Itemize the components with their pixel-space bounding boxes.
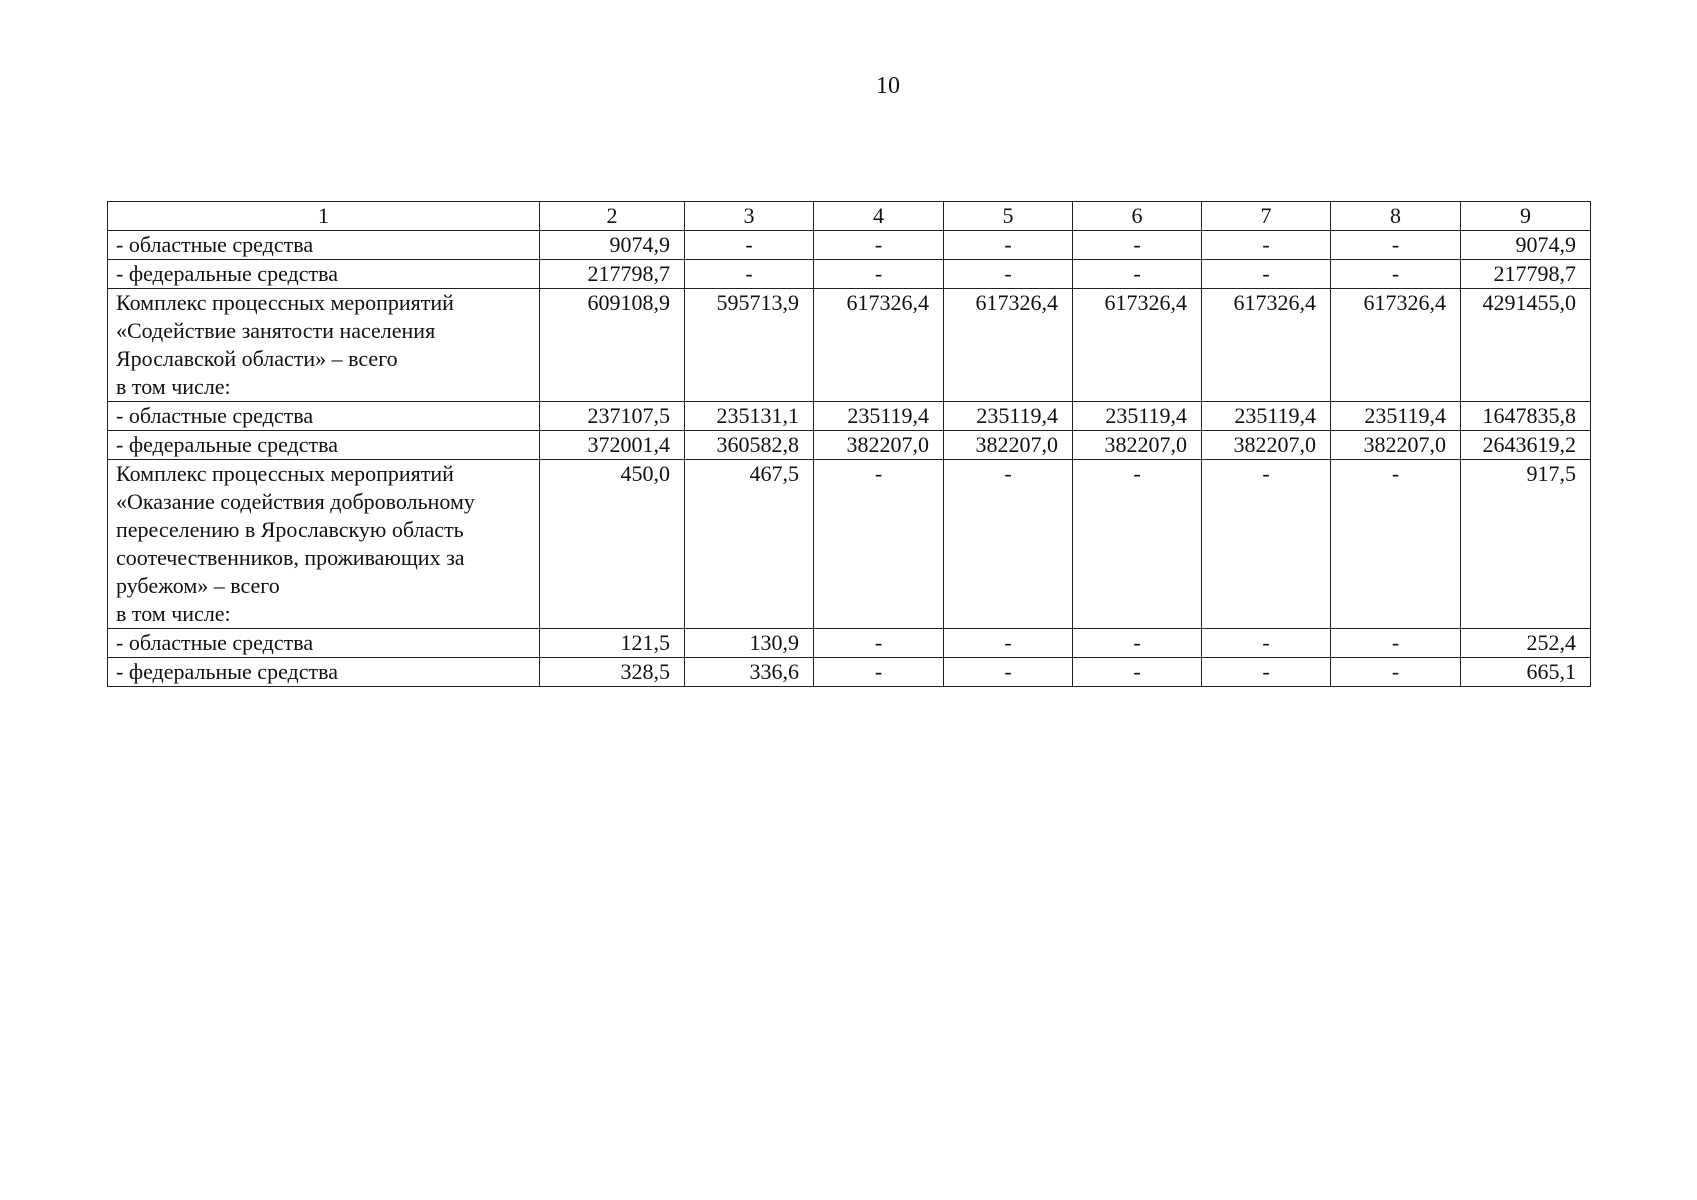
value-cell: - — [1202, 460, 1331, 629]
value-cell: 9074,9 — [540, 231, 685, 260]
header-cell-col-2: 2 — [540, 202, 685, 231]
value-cell: - — [814, 260, 944, 289]
value-cell: 235119,4 — [1202, 402, 1331, 431]
page-number: 10 — [876, 73, 900, 99]
value-cell: 617326,4 — [1202, 289, 1331, 402]
value-cell: 360582,8 — [685, 431, 814, 460]
value-cell: - — [814, 629, 944, 658]
value-cell: 4291455,0 — [1461, 289, 1591, 402]
table-row — [108, 260, 1591, 289]
value-cell: - — [814, 231, 944, 260]
value-cell: 235119,4 — [1331, 402, 1461, 431]
value-cell: 121,5 — [540, 629, 685, 658]
value-cell: 617326,4 — [1073, 289, 1202, 402]
value-cell: - — [944, 629, 1073, 658]
header-cell-col-5: 5 — [944, 202, 1073, 231]
value-cell: 1647835,8 — [1461, 402, 1591, 431]
value-cell: 595713,9 — [685, 289, 814, 402]
value-cell: - — [685, 260, 814, 289]
table-row — [108, 658, 1591, 687]
value-cell: 130,9 — [685, 629, 814, 658]
value-cell: 617326,4 — [814, 289, 944, 402]
table-row — [108, 431, 1591, 460]
value-cell: - — [1331, 231, 1461, 260]
row-label-cell: - областные средства — [108, 629, 540, 658]
table-row — [108, 289, 1591, 402]
value-cell: 237107,5 — [540, 402, 685, 431]
value-cell: - — [814, 460, 944, 629]
value-cell: 382207,0 — [1331, 431, 1461, 460]
value-cell: 252,4 — [1461, 629, 1591, 658]
value-cell: 235131,1 — [685, 402, 814, 431]
financing-table — [107, 201, 1591, 687]
value-cell: 235119,4 — [1073, 402, 1202, 431]
value-cell: 217798,7 — [540, 260, 685, 289]
value-cell: 382207,0 — [944, 431, 1073, 460]
header-cell-col-9: 9 — [1461, 202, 1591, 231]
header-cell-col-8: 8 — [1331, 202, 1461, 231]
table-row — [108, 460, 1591, 629]
value-cell: - — [1331, 629, 1461, 658]
value-cell: - — [1073, 260, 1202, 289]
value-cell: - — [1073, 658, 1202, 687]
value-cell: - — [944, 260, 1073, 289]
value-cell: - — [1073, 231, 1202, 260]
header-cell-col-4: 4 — [814, 202, 944, 231]
row-label-cell: - федеральные средства — [108, 260, 540, 289]
value-cell: - — [685, 231, 814, 260]
value-cell: - — [1202, 629, 1331, 658]
value-cell: 617326,4 — [1331, 289, 1461, 402]
value-cell: 235119,4 — [814, 402, 944, 431]
row-label-cell: - областные средства — [108, 231, 540, 260]
row-label-cell: Комплекс процессных мероприятий «Содействие занятости населения Ярославской области» – всего в том числе: — [108, 289, 540, 402]
value-cell: 450,0 — [540, 460, 685, 629]
value-cell: - — [1331, 260, 1461, 289]
value-cell: 372001,4 — [540, 431, 685, 460]
value-cell: - — [1331, 460, 1461, 629]
row-label-cell: - федеральные средства — [108, 431, 540, 460]
value-cell: 665,1 — [1461, 658, 1591, 687]
row-label-cell: - федеральные средства — [108, 658, 540, 687]
value-cell: - — [814, 658, 944, 687]
value-cell: 235119,4 — [944, 402, 1073, 431]
value-cell: 2643619,2 — [1461, 431, 1591, 460]
value-cell: 382207,0 — [1202, 431, 1331, 460]
table-header-row — [108, 202, 1591, 231]
value-cell: - — [1202, 260, 1331, 289]
value-cell: 336,6 — [685, 658, 814, 687]
value-cell: - — [944, 231, 1073, 260]
value-cell: 9074,9 — [1461, 231, 1591, 260]
value-cell: - — [944, 658, 1073, 687]
value-cell: - — [1202, 231, 1331, 260]
value-cell: 382207,0 — [1073, 431, 1202, 460]
value-cell: - — [1202, 658, 1331, 687]
table-row — [108, 402, 1591, 431]
header-cell-col-7: 7 — [1202, 202, 1331, 231]
header-cell-col-1: 1 — [108, 202, 540, 231]
table-row — [108, 231, 1591, 260]
value-cell: - — [1073, 460, 1202, 629]
value-cell: 328,5 — [540, 658, 685, 687]
value-cell: 382207,0 — [814, 431, 944, 460]
value-cell: 217798,7 — [1461, 260, 1591, 289]
value-cell: 609108,9 — [540, 289, 685, 402]
header-cell-col-6: 6 — [1073, 202, 1202, 231]
table-row — [108, 629, 1591, 658]
value-cell: 617326,4 — [944, 289, 1073, 402]
header-cell-col-3: 3 — [685, 202, 814, 231]
value-cell: - — [1073, 629, 1202, 658]
row-label-cell: Комплекс процессных мероприятий «Оказание содействия добровольному переселению в Ярославскую область соотечественников, проживающих за рубежом» – всего в том числе: — [108, 460, 540, 629]
value-cell: 467,5 — [685, 460, 814, 629]
row-label-cell: - областные средства — [108, 402, 540, 431]
value-cell: 917,5 — [1461, 460, 1591, 629]
value-cell: - — [944, 460, 1073, 629]
value-cell: - — [1331, 658, 1461, 687]
